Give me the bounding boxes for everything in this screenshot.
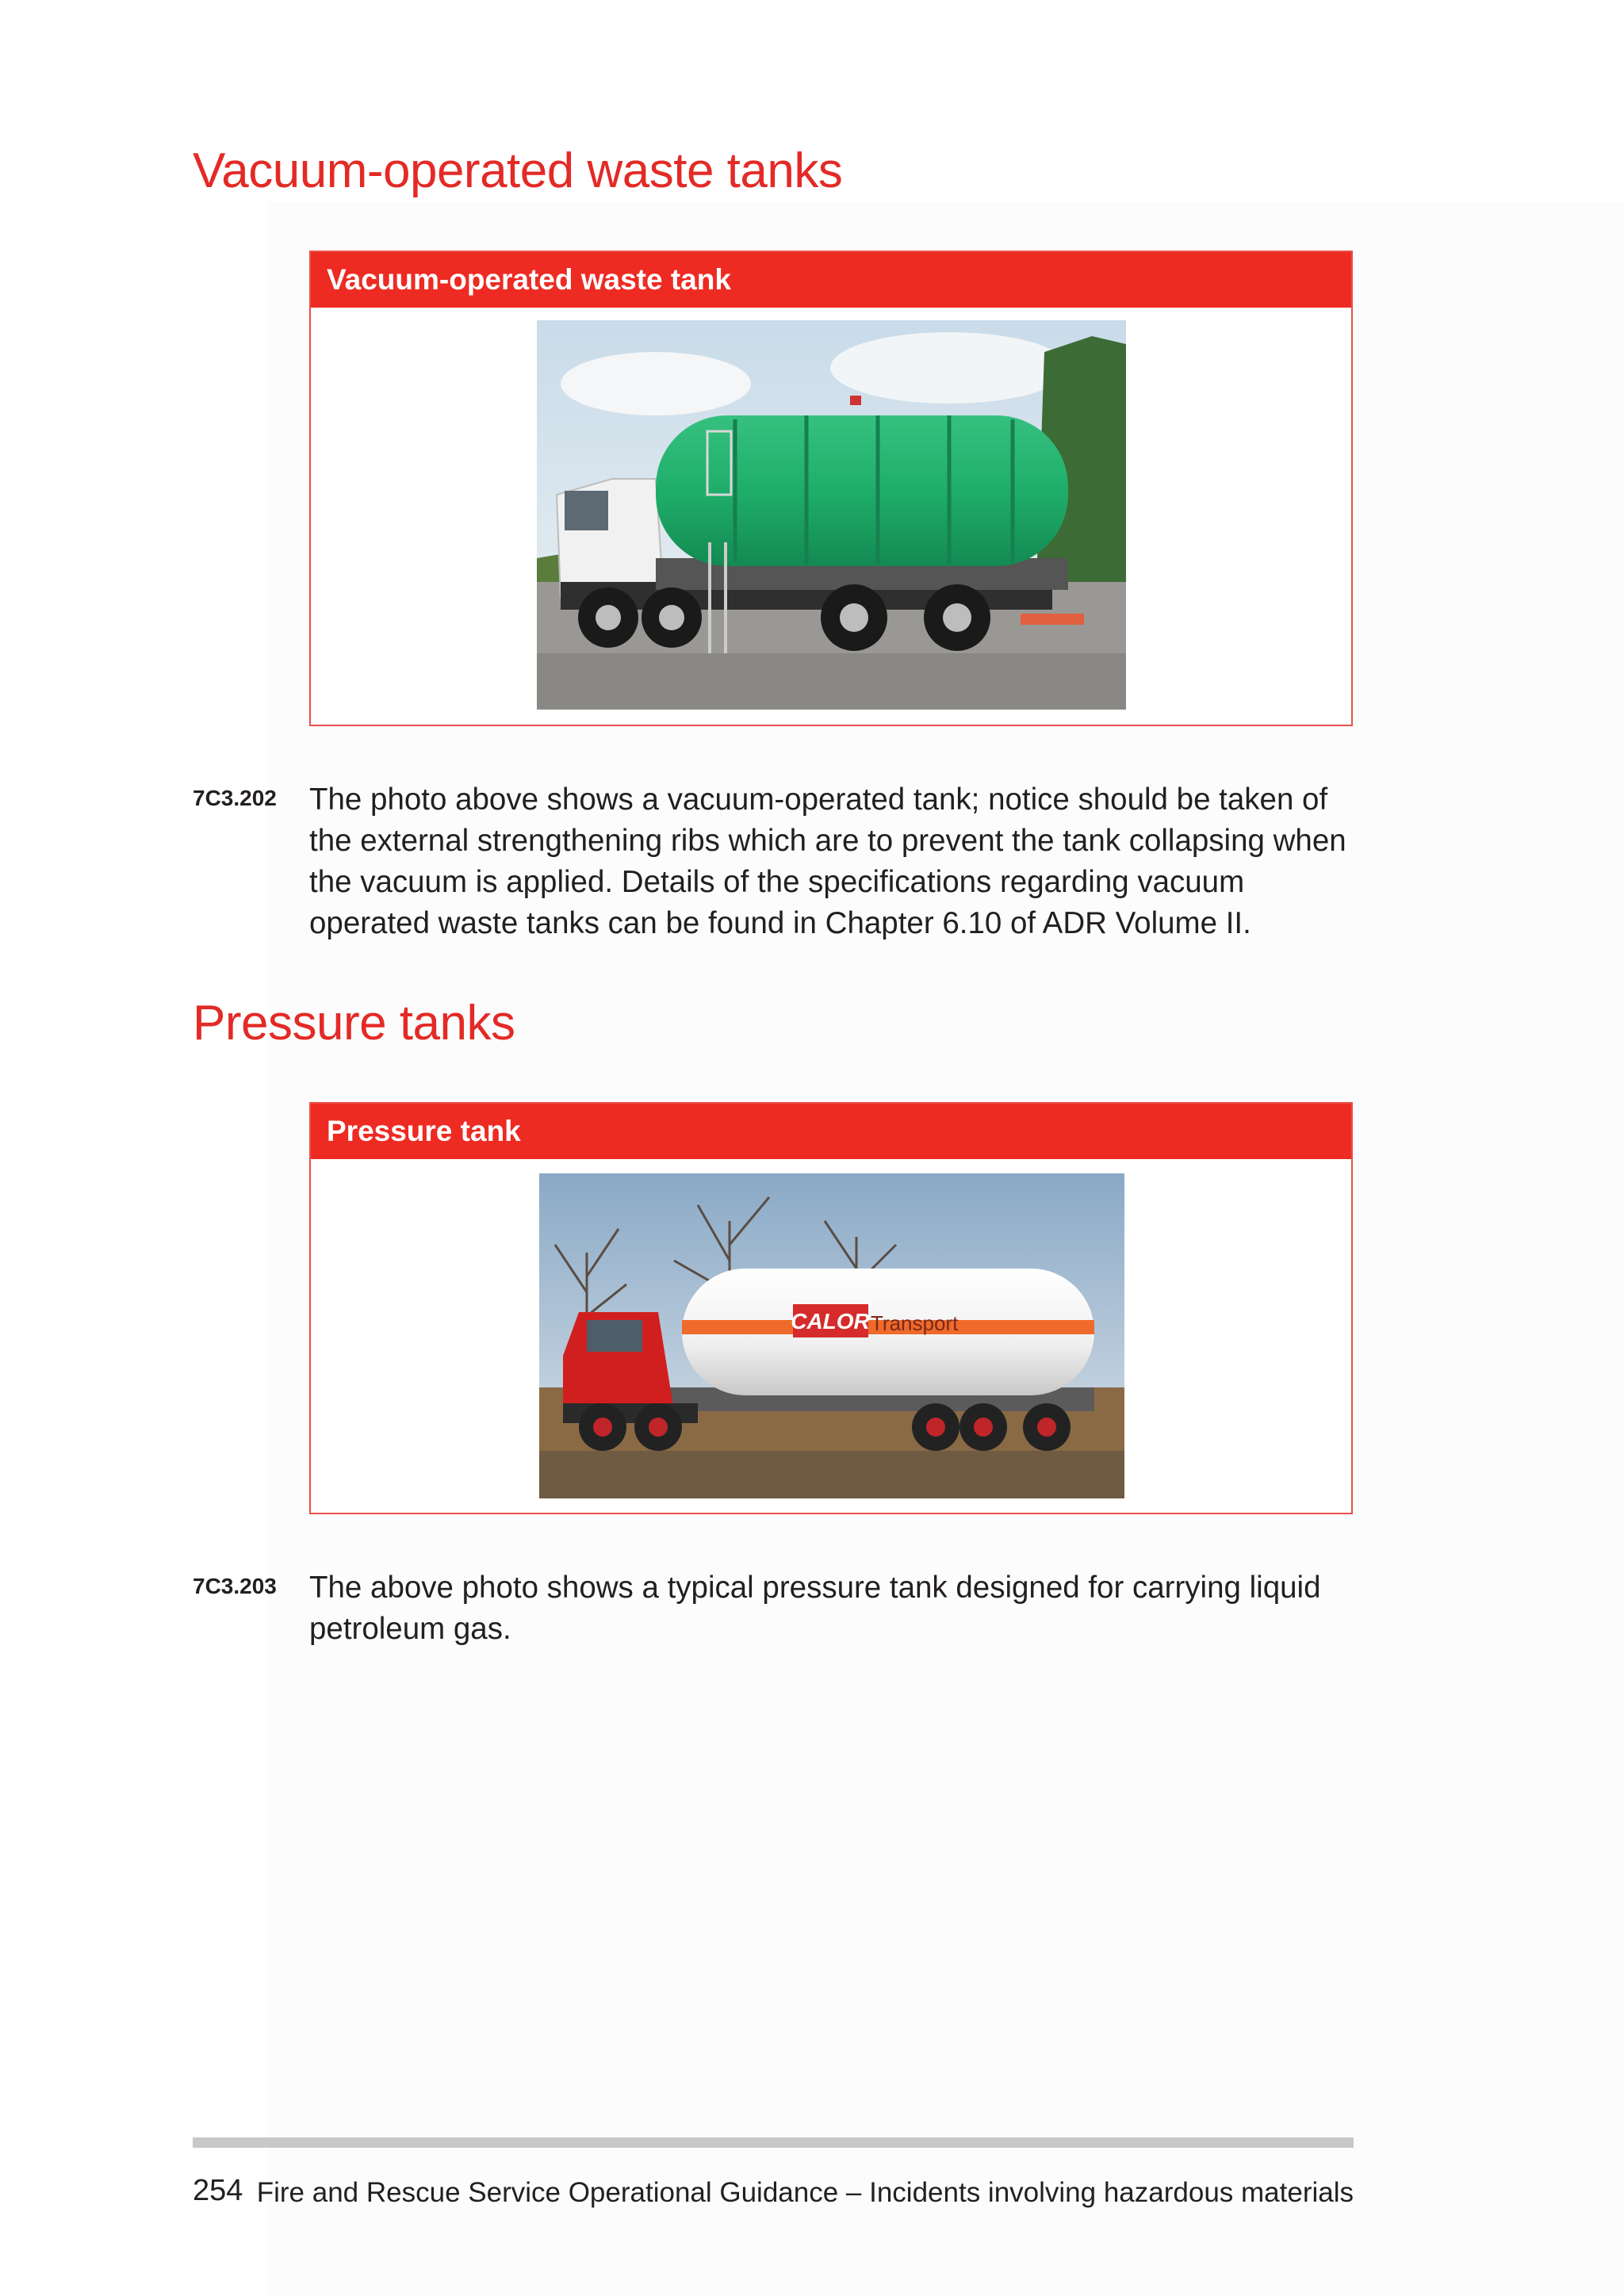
- paragraph-text: The above photo shows a typical pressure tank designed for carrying liquid petroleum gas.: [309, 1571, 1321, 1646]
- calor-brand-text: CALOR: [791, 1309, 870, 1334]
- vacuum-tank-photo: [537, 320, 1126, 710]
- section-heading-pressure-tanks: Pressure tanks: [193, 996, 515, 1050]
- paragraph-number: 7C3.202: [193, 786, 277, 810]
- section-heading-vacuum-tanks: Vacuum-operated waste tanks: [193, 144, 843, 198]
- figure-caption-pressure-tank: Pressure tank: [311, 1104, 1351, 1159]
- figure-caption-vacuum-tank: Vacuum-operated waste tank: [311, 252, 1351, 308]
- pressure-tank-photo: [539, 1173, 1124, 1498]
- footer-title: Fire and Rescue Service Operational Guidance – Incidents involving hazardous materials: [256, 2177, 1354, 2208]
- paragraph-number: 7C3.203: [193, 1574, 277, 1598]
- page-number: 254: [193, 2174, 243, 2207]
- footer-rule: [193, 2137, 1354, 2148]
- paragraph-text: The photo above shows a vacuum-operated tank; notice should be taken of the external strengthening ribs which are to prevent the tank collapsing when the vacuum is applied. Details of the specifications regarding vacuum operated waste tanks can be found in Chapter 6.10 of ADR Volume II.: [309, 783, 1346, 940]
- transport-brand-text: Transport: [871, 1311, 959, 1335]
